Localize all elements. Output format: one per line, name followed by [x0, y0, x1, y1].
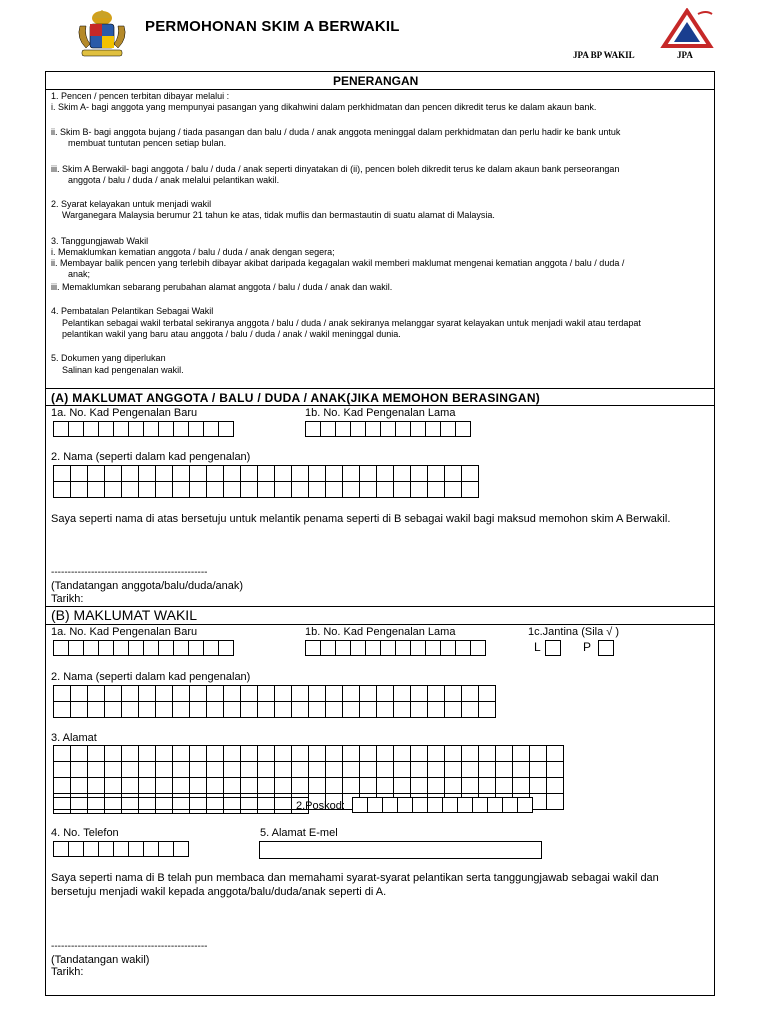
a-name-label: 2. Nama (seperti dalam kad pengenalan)	[51, 451, 251, 463]
b-gender-l-label: L	[534, 640, 541, 654]
b-declaration-cont: bersetuju menjadi wakil kepada anggota/balu/duda/anak seperti di A.	[51, 886, 387, 898]
a-signature-line: -----------------------------------------------	[51, 567, 208, 578]
a-date-label: Tarikh:	[51, 593, 84, 605]
p1-item-iii-cont: anggota / balu / duda / anak melalui pelantikan wakil.	[68, 175, 280, 185]
a-ic-old-label: 1b. No. Kad Pengenalan Lama	[305, 407, 456, 419]
b-name-grid[interactable]	[53, 685, 496, 718]
b-address-label: 3. Alamat	[51, 732, 97, 744]
a-ic-new-boxes[interactable]	[53, 421, 233, 437]
p1-item-iii: iii. Skim A Berwakil- bagi anggota / balu / duda / anak seperti dinyatakan di (ii), pencen boleh dikredit terus ke dalam akaun bank perseorangan	[51, 164, 620, 174]
b-declaration: Saya seperti nama di B telah pun membaca dan memahami syarat-syarat pelantikan serta tanggungjawab sebagai wakil dan	[51, 872, 659, 884]
b-date-label: Tarikh:	[51, 966, 84, 978]
b-ic-old-label: 1b. No. Kad Pengenalan Lama	[305, 626, 456, 638]
p5-title: 5. Dokumen yang diperlukan	[51, 353, 166, 363]
divider	[45, 405, 715, 406]
p1-item-ii: ii. Skim B- bagi anggota bujang / tiada pasangan dan balu / duda / anak anggota meninggal dalam perkhidmatan dan perlu hadir ke bank untuk	[51, 127, 621, 137]
b-email-field[interactable]	[259, 841, 542, 859]
b-gender-l-checkbox[interactable]	[545, 640, 561, 656]
p1-title: 1. Pencen / pencen terbitan dibayar melalui :	[51, 91, 230, 101]
p3-item-ii: ii. Membayar balik pencen yang terlebih dibayar akibat daripada kegagalan wakil memberi maklumat mengenai kematian anggota / balu / duda /	[51, 258, 625, 268]
form-code: JPA BP WAKIL	[573, 50, 635, 60]
a-declaration: Saya seperti nama di atas bersetuju untuk melantik penama seperti di B sebagai wakil bagi maksud memohon skim A Berwakil.	[51, 513, 671, 525]
b-ic-new-label: 1a. No. Kad Pengenalan Baru	[51, 626, 198, 638]
b-phone-label: 4. No. Telefon	[51, 827, 119, 839]
p4-text-cont: pelantikan wakil yang baru atau anggota / balu / duda / anak / wakil meninggal dunia.	[62, 329, 401, 339]
b-gender-p-label: P	[583, 640, 592, 654]
p3-title: 3. Tanggungjawab Wakil	[51, 236, 149, 246]
coat-of-arms-logo	[72, 8, 132, 60]
b-address-last-row[interactable]	[53, 797, 309, 814]
p2-title: 2. Syarat kelayakan untuk menjadi wakil	[51, 199, 212, 209]
b-email-label: 5. Alamat E-mel	[260, 827, 338, 839]
form-code-jpa: JPA	[677, 50, 693, 60]
p1-item-i: i. Skim A- bagi anggota yang mempunyai pasangan yang dikahwini dalam perkhidmatan dan pencen dikredit terus ke dalam akaun bank.	[51, 102, 597, 112]
section-a-heading: (A) MAKLUMAT ANGGOTA / BALU / DUDA / ANAK(JIKA MEMOHON BERASINGAN)	[51, 391, 541, 405]
penerangan-heading: PENERANGAN	[333, 74, 419, 88]
section-b-heading: (B) MAKLUMAT WAKIL	[51, 607, 197, 623]
a-name-grid[interactable]	[53, 465, 479, 498]
a-ic-new-label: 1a. No. Kad Pengenalan Baru	[51, 407, 198, 419]
b-postcode-boxes[interactable]	[352, 797, 532, 813]
b-ic-new-boxes[interactable]	[53, 640, 233, 656]
divider	[45, 388, 715, 389]
b-ic-old-boxes[interactable]	[305, 640, 485, 656]
b-name-label: 2. Nama (seperti dalam kad pengenalan)	[51, 671, 251, 683]
divider	[45, 89, 715, 90]
jpa-logo	[658, 8, 716, 50]
b-signature-label: (Tandatangan wakil)	[51, 954, 150, 966]
p2-text: Warganegara Malaysia berumur 21 tahun ke atas, tidak muflis dan bermastautin di suatu alamat di Malaysia.	[62, 210, 495, 220]
b-phone-boxes[interactable]	[53, 841, 188, 857]
b-gender-p-checkbox[interactable]	[598, 640, 614, 656]
a-signature-label: (Tandatangan anggota/balu/duda/anak)	[51, 580, 244, 592]
divider	[45, 624, 715, 625]
b-gender-label: 1c.Jantina (Sila √ )	[528, 626, 620, 638]
p4-text: Pelantikan sebagai wakil terbatal sekiranya anggota / balu / duda / anak sekiranya melanggar syarat kelayakan untuk menjadi wakil atau terdapat	[62, 318, 641, 328]
b-signature-line: -----------------------------------------------	[51, 941, 208, 952]
p5-text: Salinan kad pengenalan wakil.	[62, 365, 184, 375]
a-ic-old-boxes[interactable]	[305, 421, 470, 437]
b-postcode-label: 2.Poskod:	[296, 800, 345, 812]
p3-item-i: i. Memaklumkan kematian anggota / balu / duda / anak dengan segera;	[51, 247, 335, 257]
p3-item-ii-cont: anak;	[68, 269, 91, 279]
p4-title: 4. Pembatalan Pelantikan Sebagai Wakil	[51, 306, 214, 316]
p3-item-iii: iii. Memaklumkan sebarang perubahan alamat anggota / balu / duda / anak dan wakil.	[51, 282, 393, 292]
p1-item-ii-cont: membuat tuntutan pencen setiap bulan.	[68, 138, 227, 148]
form-title: PERMOHONAN SKIM A BERWAKIL	[145, 18, 400, 35]
